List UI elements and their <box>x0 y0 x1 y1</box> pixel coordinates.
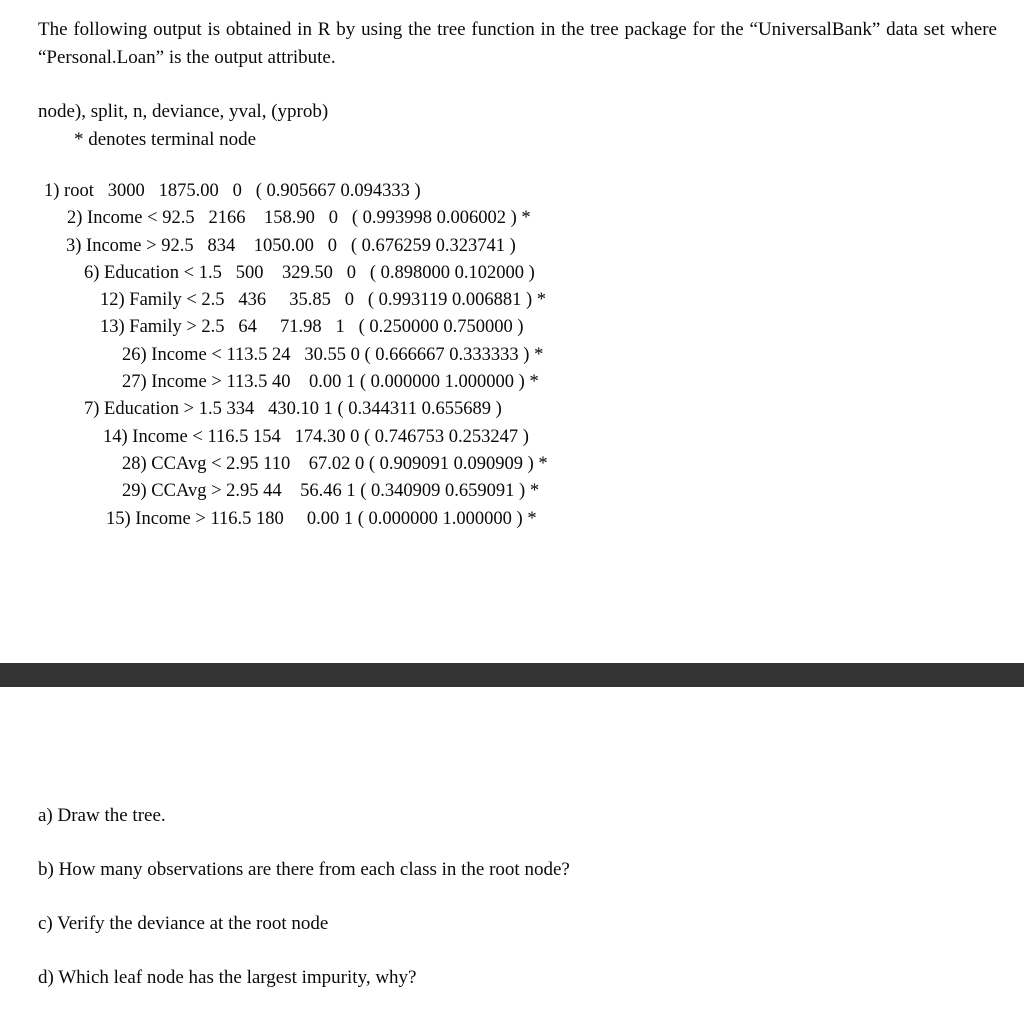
tree-output-line: 15) Income > 116.5 180 0.00 1 ( 0.000000 1.000000 ) * <box>106 508 537 529</box>
intro-paragraph: The following output is obtained in R by using the tree function in the tree package for the “UniversalBank” data set where “Personal.Loan” is the output attribute. <box>38 19 997 68</box>
tree-output-line: 6) Education < 1.5 500 329.50 0 ( 0.898000 0.102000 ) <box>84 262 535 283</box>
tree-output-line: 29) CCAvg > 2.95 44 56.46 1 ( 0.340909 0.659091 ) * <box>122 481 540 502</box>
legend-columns-line: node), split, n, deviance, yval, (yprob) <box>38 101 329 122</box>
legend-terminal-note: * denotes terminal node <box>74 129 257 150</box>
tree-output-line: 2) Income < 92.5 2166 158.90 0 ( 0.993998 0.006002 ) * <box>67 208 531 229</box>
question-line: d) Which leaf node has the largest impurity, why? <box>38 966 417 988</box>
tree-output-line: 26) Income < 113.5 24 30.55 0 ( 0.666667 0.333333 ) * <box>122 344 544 365</box>
tree-output-line: 13) Family > 2.5 64 71.98 1 ( 0.250000 0.750000 ) <box>100 317 524 338</box>
output-legend <box>38 98 997 154</box>
tree-output-line: 14) Income < 116.5 154 174.30 0 ( 0.746753 0.253247 ) <box>103 426 529 447</box>
question-line: c) Verify the deviance at the root node <box>38 912 329 934</box>
tree-output-block <box>38 178 997 533</box>
tree-output-line: 1) root 3000 1875.00 0 ( 0.905667 0.094333 ) <box>44 181 421 201</box>
tree-output-line: 7) Education > 1.5 334 430.10 1 ( 0.344311 0.655689 ) <box>84 399 502 420</box>
tree-output-line: 3) Income > 92.5 834 1050.00 0 ( 0.676259 0.323741 ) <box>66 235 516 256</box>
questions-block <box>0 687 1024 990</box>
tree-output-line: 27) Income > 113.5 40 0.00 1 ( 0.000000 1.000000 ) * <box>122 372 539 393</box>
tree-output-line: 28) CCAvg < 2.95 110 67.02 0 ( 0.909091 0.090909 ) * <box>122 453 548 474</box>
question-line: b) How many observations are there from each class in the root node? <box>38 858 570 880</box>
divider-bar <box>0 663 1024 687</box>
question-line: a) Draw the tree. <box>38 804 166 826</box>
tree-output-line: 12) Family < 2.5 436 35.85 0 ( 0.993119 0.006881 ) * <box>100 290 547 311</box>
